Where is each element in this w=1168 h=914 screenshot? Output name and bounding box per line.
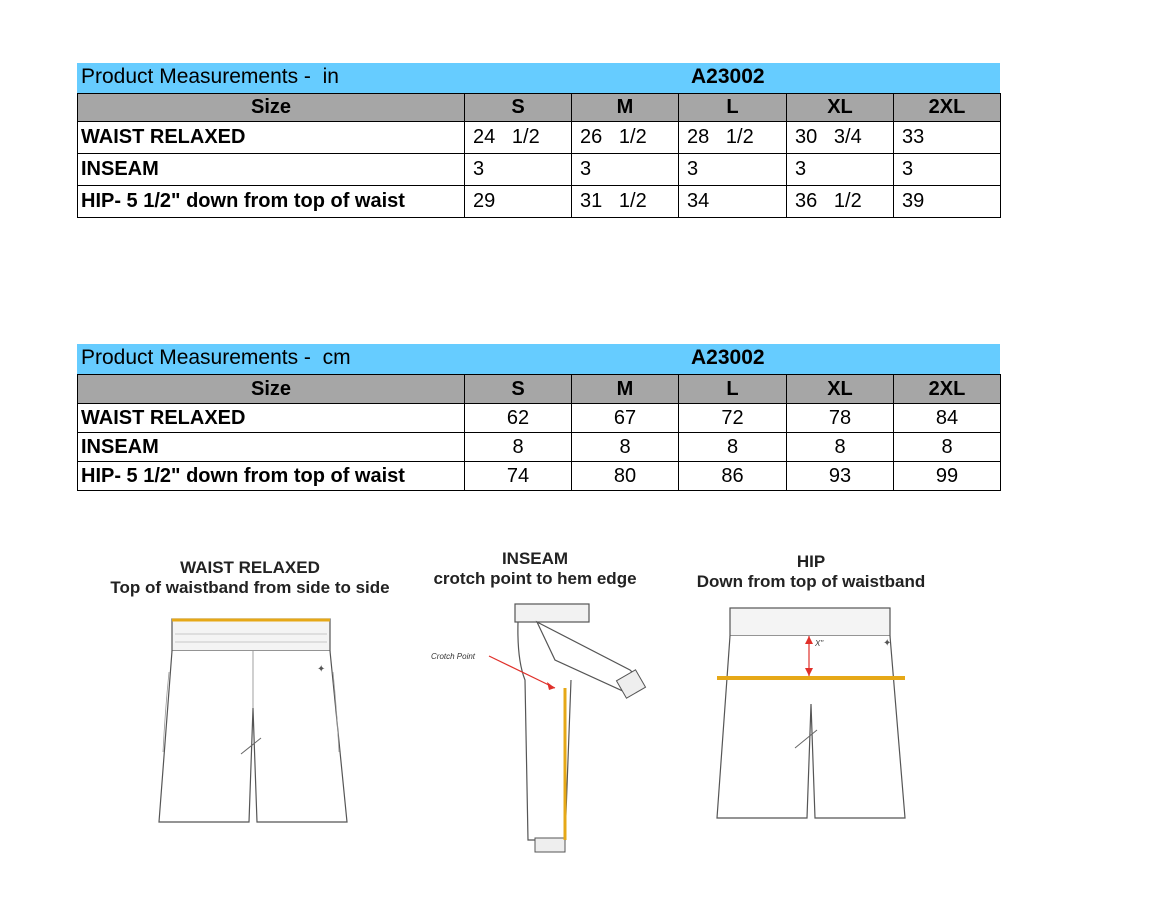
value-cell: 3	[572, 154, 679, 186]
value-cell: 8	[787, 433, 894, 462]
value-cell: 67	[572, 404, 679, 433]
header-cell-xl: XL	[787, 94, 894, 122]
value-cell: 24 1/2	[465, 122, 572, 154]
header-cell-m: M	[572, 375, 679, 404]
table-row	[78, 433, 1001, 462]
measurement-table	[77, 93, 1001, 218]
measurement-table	[77, 374, 1001, 491]
table-row	[78, 462, 1001, 491]
inseam-caption-title: INSEAM	[501, 549, 569, 568]
value-cell: 62	[465, 404, 572, 433]
row-label-hip: HIP- 5 1/2" down from top of waist	[78, 462, 465, 491]
value-cell: 8	[679, 433, 787, 462]
waist-caption-title: WAIST RELAXED	[180, 558, 320, 577]
inseam-caption	[420, 549, 650, 589]
waist-caption	[100, 558, 400, 598]
header-cell-2xl: 2XL	[894, 94, 1001, 122]
inseam-caption-subtitle: crotch point to hem edge	[433, 569, 637, 588]
value-cell: 3	[679, 154, 787, 186]
value-cell: 3	[787, 154, 894, 186]
waist-shorts-sketch	[145, 612, 370, 842]
value-cell: 93	[787, 462, 894, 491]
value-cell: 31 1/2	[572, 186, 679, 218]
value-cell: 3	[465, 154, 572, 186]
inseam-pants-sketch	[425, 600, 665, 860]
value-cell: 39	[894, 186, 1001, 218]
value-cell: 34	[679, 186, 787, 218]
value-cell: 3	[894, 154, 1001, 186]
value-cell: 30 3/4	[787, 122, 894, 154]
logo-icon: ✦	[317, 664, 326, 675]
unit-title: Product Measurements - in	[81, 65, 339, 88]
value-cell: 8	[465, 433, 572, 462]
value-cell: 36 1/2	[787, 186, 894, 218]
table-row	[78, 154, 1001, 186]
value-cell: 33	[894, 122, 1001, 154]
style-code: A23002	[691, 65, 765, 88]
header-cell-size: Size	[78, 94, 465, 122]
value-cell: 86	[679, 462, 787, 491]
row-label-inseam: INSEAM	[78, 154, 465, 186]
unit-title: Product Measurements - cm	[81, 346, 351, 369]
header-row	[78, 375, 1001, 404]
row-label-waist: WAIST RELAXED	[78, 122, 465, 154]
value-cell: 29	[465, 186, 572, 218]
value-cell: 99	[894, 462, 1001, 491]
style-code: A23002	[691, 346, 765, 369]
value-cell: 28 1/2	[679, 122, 787, 154]
value-cell: 8	[894, 433, 1001, 462]
value-cell: 78	[787, 404, 894, 433]
title-bar	[77, 344, 1000, 374]
hip-shorts-sketch	[705, 600, 925, 840]
hip-caption	[680, 552, 942, 592]
value-cell: 74	[465, 462, 572, 491]
value-cell: 80	[572, 462, 679, 491]
header-cell-m: M	[572, 94, 679, 122]
header-row	[78, 94, 1001, 122]
row-label-inseam: INSEAM	[78, 433, 465, 462]
logo-icon: ✦	[883, 638, 892, 649]
header-cell-s: S	[465, 375, 572, 404]
pants-waistband	[515, 604, 589, 622]
row-label-hip: HIP- 5 1/2" down from top of waist	[78, 186, 465, 218]
header-cell-l: L	[679, 94, 787, 122]
header-cell-size: Size	[78, 375, 465, 404]
waistband	[172, 619, 330, 651]
header-cell-s: S	[465, 94, 572, 122]
table-row	[78, 186, 1001, 218]
row-label-waist: WAIST RELAXED	[78, 404, 465, 433]
table-row	[78, 122, 1001, 154]
ankle-cuff	[535, 838, 565, 852]
waist-caption-subtitle: Top of waistband from side to side	[110, 578, 390, 597]
value-cell: 8	[572, 433, 679, 462]
hip-caption-title: HIP	[796, 552, 826, 571]
waistband	[730, 608, 890, 636]
table-row	[78, 404, 1001, 433]
value-cell: 72	[679, 404, 787, 433]
measurements-sheet-in	[77, 63, 1000, 218]
header-cell-2xl: 2XL	[894, 375, 1001, 404]
shorts-outline	[717, 636, 905, 818]
crotch-point-callout: Crotch Point	[431, 652, 476, 661]
hip-caption-subtitle: Down from top of waistband	[696, 572, 926, 591]
title-bar	[77, 63, 1000, 93]
header-cell-l: L	[679, 375, 787, 404]
drop-marker: X"	[815, 639, 824, 648]
value-cell: 84	[894, 404, 1001, 433]
header-cell-xl: XL	[787, 375, 894, 404]
value-cell: 26 1/2	[572, 122, 679, 154]
measurements-sheet-cm	[77, 344, 1000, 491]
